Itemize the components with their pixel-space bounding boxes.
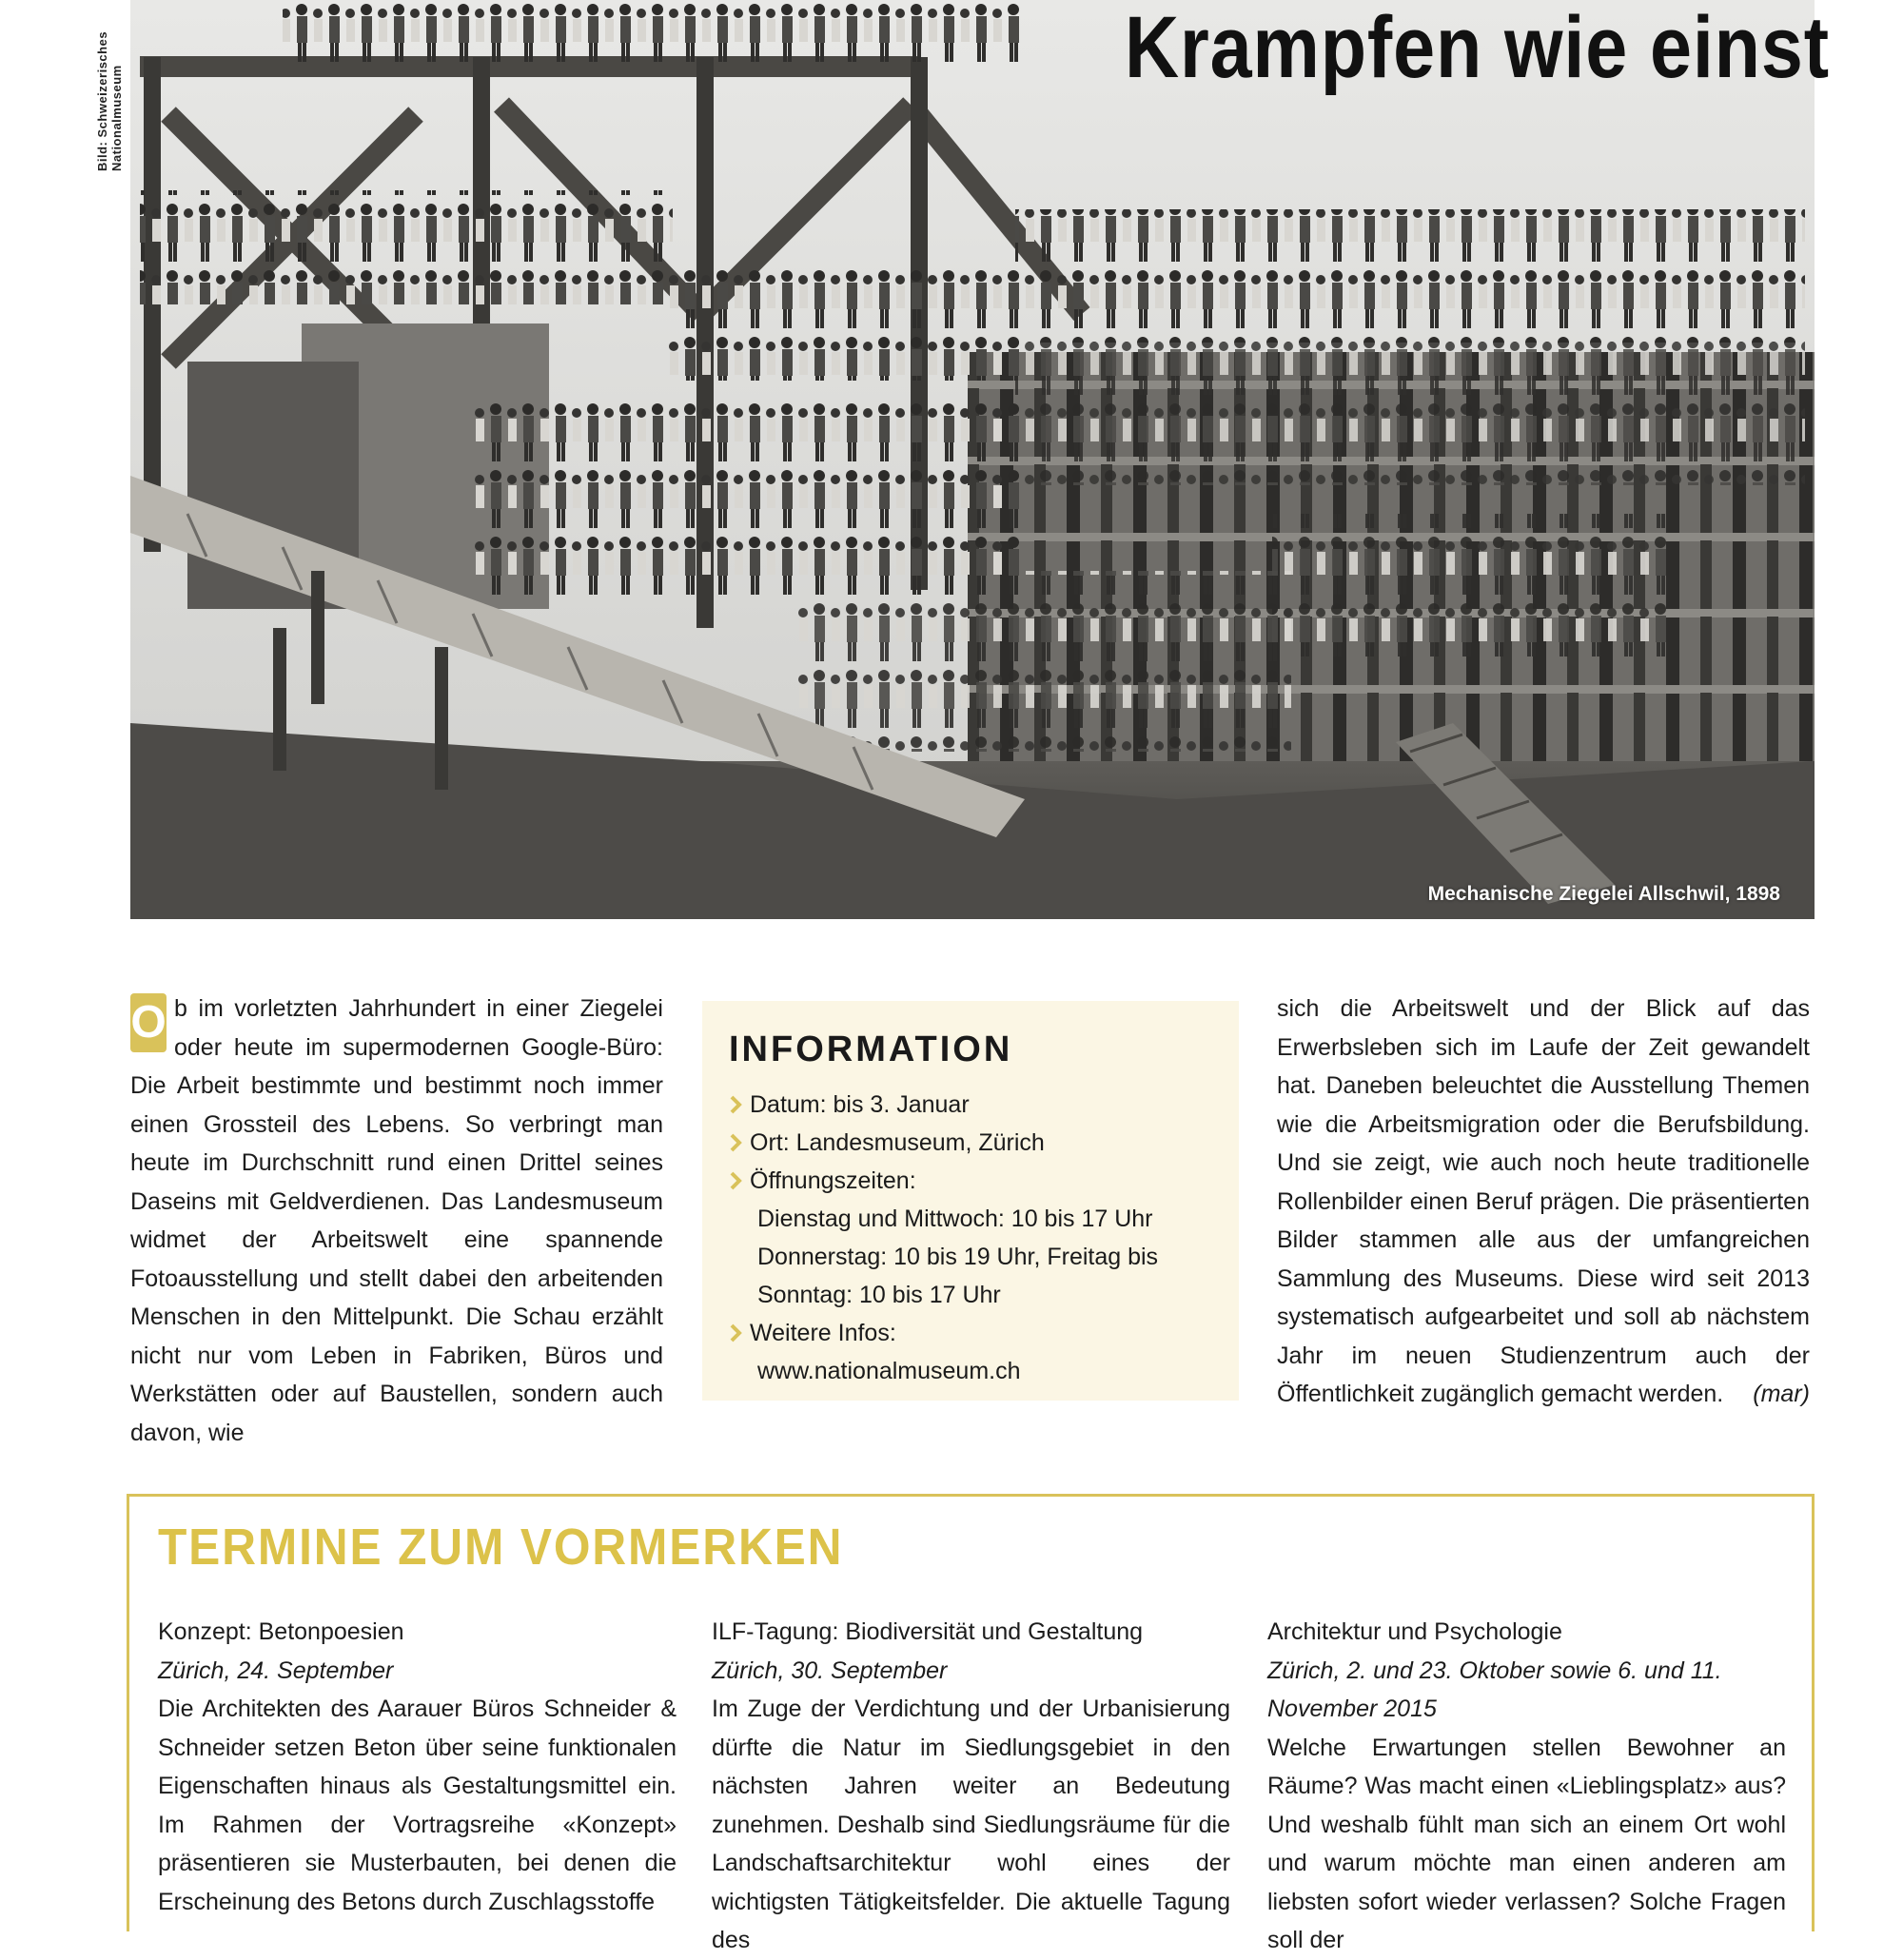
- event-date: Zürich, 24. September: [158, 1656, 394, 1684]
- event-title: Konzept: Betonpoesien: [158, 1618, 404, 1645]
- event-item: [712, 1613, 1230, 1960]
- historic-brickworks-photo: [130, 0, 1830, 919]
- article-text-left: b im vorletzten Jahrhundert in einer Ziegelei oder heute im supermodernen Google-Büro: Die Arbeit bestimmte und bestimmt noch immer einen Grossteil des Lebens. So verbringt man heute im Durchschnitt rund einen Drittel seines Daseins mit Geldverdienen. Das Landesmuseum widmet der Arbeitswelt eine spannende Fotoausstellung und stellt dabei den arbeitenden Menschen in den Mittelpunkt. Die Schau erzählt nicht nur vom Leben in Fabriken, Büros und Werkstätten oder auf Baustellen, sondern auch davon, wie: [130, 995, 663, 1446]
- photo-credit: Bild: Schweizerisches Nationalmuseum: [95, 30, 124, 171]
- info-item-more-text: Weitere Infos:: [750, 1320, 896, 1346]
- article-text-right: sich die Arbeitswelt und der Blick auf das Erwerbsleben sich im Laufe der Zeit gewandelt hat. Daneben beleuchtet die Ausstellung Themen wie die Arbeitsmigration oder die Berufsbildung. Und sie zeigt, wie auch noch heute traditionelle Rollenbilder einen Beruf prägen. Die präsentierten Bilder stammen alle aus der umfangreichen Sammlung des Museums. Diese wird seit 2013 systematisch aufgearbeitet und soll ab nächstem Jahr im neuen Studienzentrum auch der Öffentlichkeit zugänglich gemacht werden.: [1277, 995, 1810, 1407]
- event-item: [158, 1613, 677, 1921]
- hero-photo: [130, 0, 1830, 919]
- author-signature: (mar): [1753, 1381, 1810, 1407]
- info-item-more: [729, 1314, 1212, 1352]
- events-box: [127, 1494, 1815, 1953]
- dropcap: O: [130, 993, 167, 1052]
- info-item-date: [729, 1086, 1212, 1124]
- event-description: Welche Erwartungen stellen Bewohner an Räume? Was macht einen «Lieblingsplatz» aus? Und weshalb fühlt man sich an einem Ort wohl und warum möchte man einen anderen am liebsten sofort wieder verlassen? Solche Fragen soll der: [1267, 1734, 1786, 1953]
- event-date: Zürich, 30. September: [712, 1656, 948, 1684]
- chevron-right-icon: [729, 1323, 742, 1343]
- info-item-date-text: Datum: bis 3. Januar: [750, 1091, 970, 1118]
- information-box: [702, 1001, 1239, 1401]
- info-item-hours: [729, 1162, 1212, 1200]
- event-title: ILF-Tagung: Biodiversität und Gestaltung: [712, 1618, 1144, 1645]
- events-title: TERMINE ZUM VORMERKEN: [158, 1519, 844, 1576]
- info-title: INFORMATION: [729, 1029, 1013, 1069]
- article-column-right: [1277, 990, 1810, 1414]
- info-hours-line: Dienstag und Mittwoch: 10 bis 17 Uhr: [757, 1205, 1153, 1232]
- event-title: Architektur und Psychologie: [1267, 1618, 1562, 1645]
- info-item-location: [729, 1124, 1212, 1162]
- event-item: [1267, 1613, 1786, 1960]
- headline: Krampfen wie einst: [1125, 0, 1830, 96]
- chevron-right-icon: [729, 1171, 742, 1190]
- event-description: Die Architekten des Aarauer Büros Schneider & Schneider setzen Beton über seine funktionalen Eigenschaften hinaus als Gestaltungsmittel ein. Im Rahmen der Vortragsreihe «Konzept» präsentieren sie Musterbauten, bei denen die Erscheinung des Betons durch Zuschlagsstoffe: [158, 1695, 677, 1915]
- info-hours-line: Sonntag: 10 bis 17 Uhr: [757, 1282, 1001, 1308]
- chevron-right-icon: [729, 1133, 742, 1152]
- info-item-location-text: Ort: Landesmuseum, Zürich: [750, 1129, 1045, 1156]
- event-description: Im Zuge der Verdichtung und der Urbanisierung dürfte die Natur im Siedlungsgebiet in den nächsten Jahren weiter an Bedeutung zunehmen. Deshalb sind Siedlungsräume für die Landschaftsarchitektur wohl eines der wichtigsten Tätigkeitsfelder. Die aktuelle Tagung des: [712, 1695, 1230, 1953]
- photo-caption: Mechanische Ziegelei Allschwil, 1898: [1427, 883, 1780, 905]
- event-date: Zürich, 2. und 23. Oktober sowie 6. und 11. November 2015: [1267, 1656, 1722, 1722]
- info-item-hours-text: Öffnungszeiten:: [750, 1167, 916, 1194]
- info-hours-line: Donnerstag: 10 bis 19 Uhr, Freitag bis: [757, 1244, 1159, 1270]
- info-url-link[interactable]: www.nationalmuseum.ch: [757, 1358, 1021, 1384]
- chevron-right-icon: [729, 1095, 742, 1114]
- article-column-left: [130, 990, 663, 1452]
